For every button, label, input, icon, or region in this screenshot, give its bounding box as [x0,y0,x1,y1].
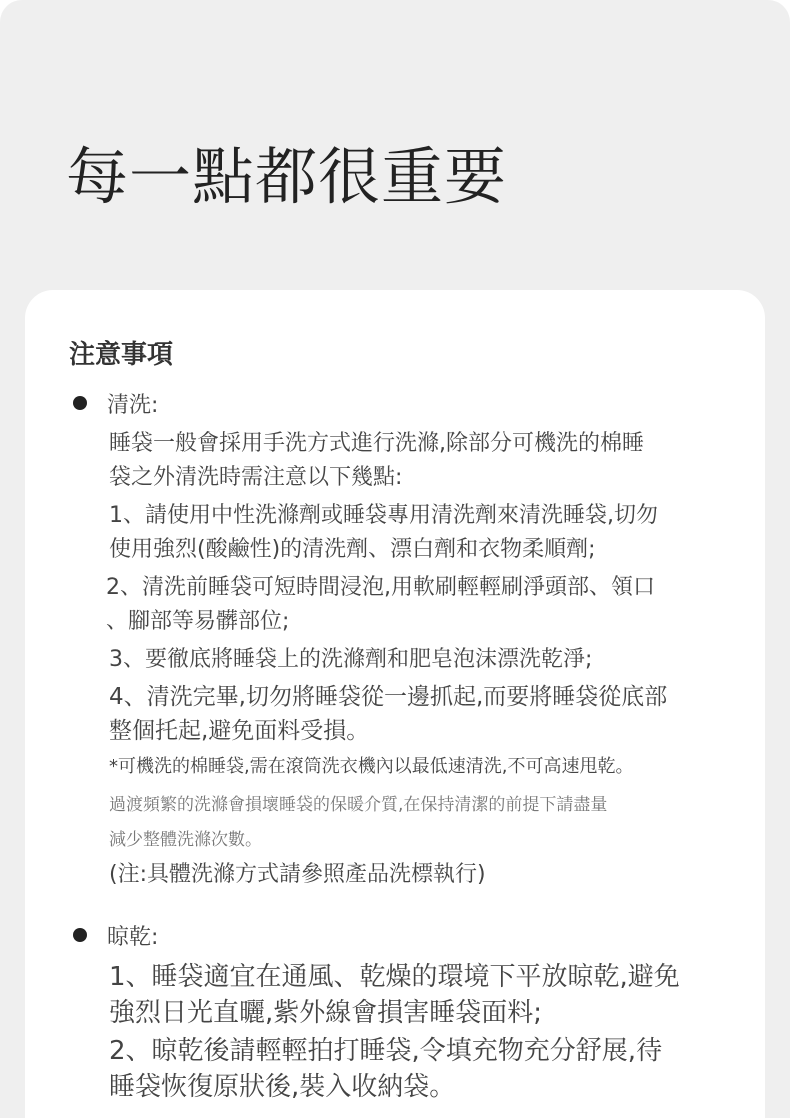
washing-step-1-line: 使用強烈(酸鹼性)的清洗劑、漂白劑和衣物柔順劑; [109,537,596,562]
washing-step-4-line: 4、清洗完畢,切勿將睡袋從一邊抓起,而要將睡袋從底部 [109,684,668,710]
machine-wash-note: *可機洗的棉睡袋,需在滾筒洗衣機內以最低速清洗,不可高速甩乾。 [109,756,634,777]
bullet-icon [73,396,87,410]
bullet-icon [73,928,87,942]
drying-label: 晾乾: [107,925,159,950]
drying-step-2-line: 睡袋恢復原狀後,裝入收納袋。 [109,1072,456,1102]
care-instructions-card [25,290,765,1118]
drying-step-1-line: 1、睡袋適宜在通風、乾燥的環境下平放晾乾,避免 [109,962,680,992]
page-title: 每一點都很重要 [66,140,508,213]
washing-label: 清洗: [107,393,159,418]
washing-caution-line: 過渡頻繁的洗滌會損壞睡袋的保暖介質,在保持清潔的前提下請盡量 [109,795,608,815]
washing-step-2-line: 、腳部等易髒部位; [106,609,290,634]
card-title: 注意事項 [69,340,174,370]
washing-step-4-line: 整個托起,避免面料受損。 [109,718,370,744]
washing-step-3-line: 3、要徹底將睡袋上的洗滌劑和肥皂泡沫漂洗乾淨; [109,647,593,672]
washing-step-2-line: 2、清洗前睡袋可短時間浸泡,用軟刷輕輕刷淨頭部、領口 [106,575,655,600]
drying-step-1-line: 強烈日光直曬,紫外線會損害睡袋面料; [109,998,543,1028]
drying-step-2-line: 2、晾乾後請輕輕拍打睡袋,令填充物充分舒展,待 [109,1036,663,1066]
washing-footnote: (注:具體洗滌方式請參照產品洗標執行) [109,862,486,887]
washing-intro-line: 睡袋一般會採用手洗方式進行洗滌,除部分可機洗的棉睡 [109,431,644,456]
washing-step-1-line: 1、請使用中性洗滌劑或睡袋專用清洗劑來清洗睡袋,切勿 [109,503,658,528]
washing-caution-line: 減少整體洗滌次數。 [109,830,262,850]
washing-intro-line: 袋之外清洗時需注意以下幾點: [109,465,403,490]
